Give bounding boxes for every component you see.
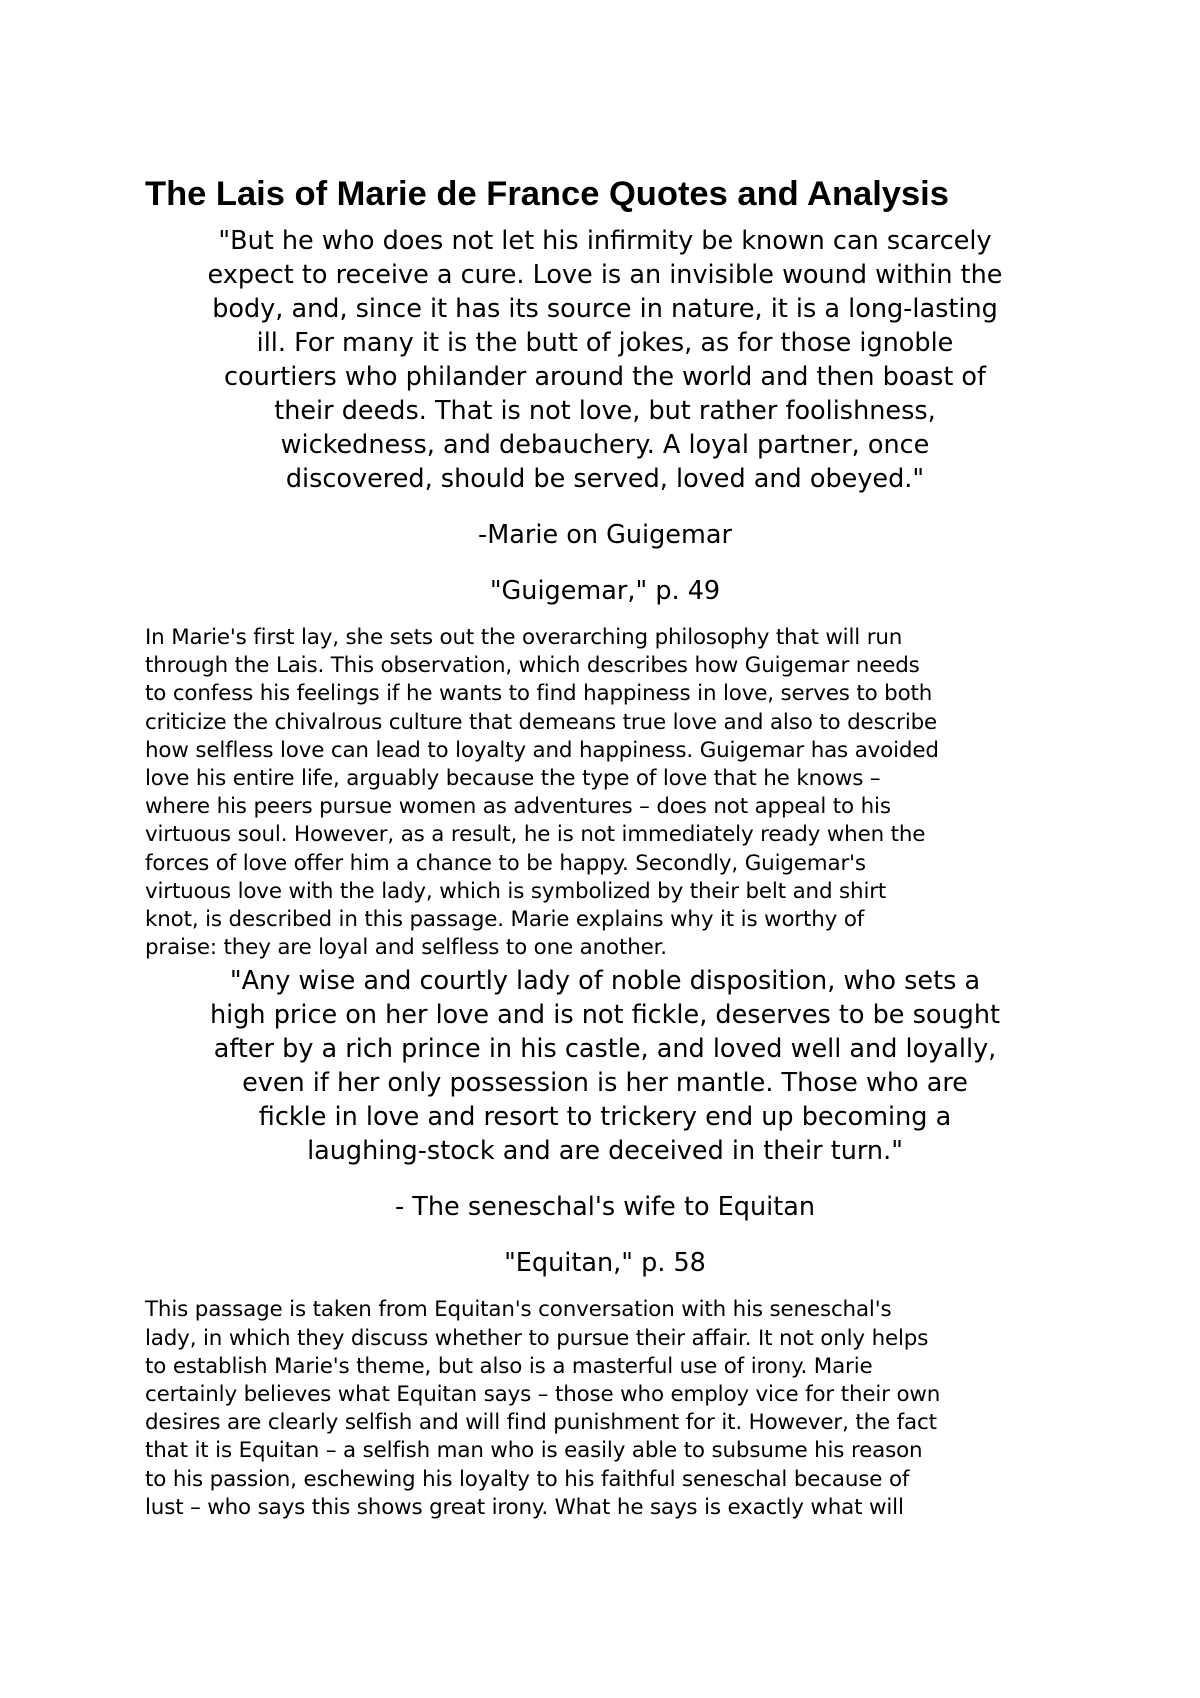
quote-line: "But he who does not let his infirmity be known can scarcely [218, 226, 992, 256]
analysis-line: through the Lais. This observation, which describes how Guigemar needs [145, 653, 920, 679]
analysis-paragraph [145, 624, 1065, 962]
analysis-line: to confess his feelings if he wants to find happiness in love, serves to both [145, 681, 933, 707]
analysis-line: criticize the chivalrous culture that demeans true love and also to describe [145, 709, 938, 735]
quote-line: laughing-stock and are deceived in their turn." [307, 1136, 903, 1167]
quote-attribution: -Marie on Guigemar [478, 520, 732, 550]
quote-line: "Any wise and courtly lady of noble disposition, who sets a [229, 966, 981, 997]
analysis-line: virtuous soul. However, as a result, he is not immediately ready when the [145, 822, 926, 848]
analysis-line: to his passion, eschewing his loyalty to his faithful seneschal because of [145, 1466, 910, 1492]
quote-line: discovered, should be served, loved and obeyed." [285, 464, 925, 494]
analysis-line: lady, in which they discuss whether to pursue their affair. It not only helps [145, 1325, 929, 1351]
quote-equitan [145, 964, 1065, 1168]
analysis-line: certainly believes what Equitan says – those who employ vice for their own [145, 1382, 941, 1408]
analysis-line: to establish Marie's theme, but also is a masterful use of irony. Marie [145, 1353, 873, 1379]
page-title: The Lais of Marie de France Quotes and Analysis [145, 175, 949, 213]
analysis-line: This passage is taken from Equitan's conversation with his seneschal's [145, 1297, 892, 1323]
quote-attribution: - The seneschal's wife to Equitan [395, 1192, 815, 1223]
quote-line: even if her only possession is her mantle. Those who are [242, 1068, 968, 1099]
analysis-line: praise: they are loyal and selfless to one another. [145, 935, 667, 961]
analysis-paragraph [145, 1296, 1065, 1522]
analysis-line: desires are clearly selfish and will find punishment for it. However, the fact [145, 1410, 937, 1436]
document-content [145, 174, 1065, 1522]
quote-guigemar [145, 224, 1065, 496]
analysis-line: lust – who says this shows great irony. What he says is exactly what will [145, 1494, 904, 1520]
quote-line: expect to receive a cure. Love is an invisible wound within the [207, 260, 1003, 290]
analysis-line: knot, is described in this passage. Marie explains why it is worthy of [145, 907, 865, 933]
analysis-line: that it is Equitan – a selfish man who is easily able to subsume his reason [145, 1438, 923, 1464]
quote-line: body, and, since it has its source in nature, it is a long-lasting [212, 294, 998, 324]
quote-line: fickle in love and resort to trickery end up becoming a [258, 1102, 952, 1133]
quote-line: high price on her love and is not fickle, deserves to be sought [210, 1000, 1000, 1031]
analysis-line: In Marie's first lay, she sets out the overarching philosophy that will run [145, 625, 903, 650]
analysis-line: forces of love offer him a chance to be happy. Secondly, Guigemar's [145, 850, 866, 876]
quote-line: ill. For many it is the butt of jokes, as for those ignoble [256, 328, 954, 358]
quote-citation: "Equitan," p. 58 [504, 1248, 706, 1279]
analysis-line: how selfless love can lead to loyalty and happiness. Guigemar has avoided [145, 737, 939, 763]
analysis-line: love his entire life, arguably because the type of love that he knows – [145, 766, 881, 792]
quote-line: wickedness, and debauchery. A loyal partner, once [280, 430, 930, 460]
quote-citation: "Guigemar," p. 49 [489, 576, 721, 606]
quote-line: courtiers who philander around the world and then boast of [223, 362, 987, 392]
quote-line: after by a rich prince in his castle, and loved well and loyally, [213, 1034, 997, 1065]
quote-line: their deeds. That is not love, but rather foolishness, [274, 396, 936, 426]
analysis-line: virtuous love with the lady, which is symbolized by their belt and shirt [145, 878, 887, 904]
analysis-line: where his peers pursue women as adventures – does not appeal to his [145, 794, 891, 820]
